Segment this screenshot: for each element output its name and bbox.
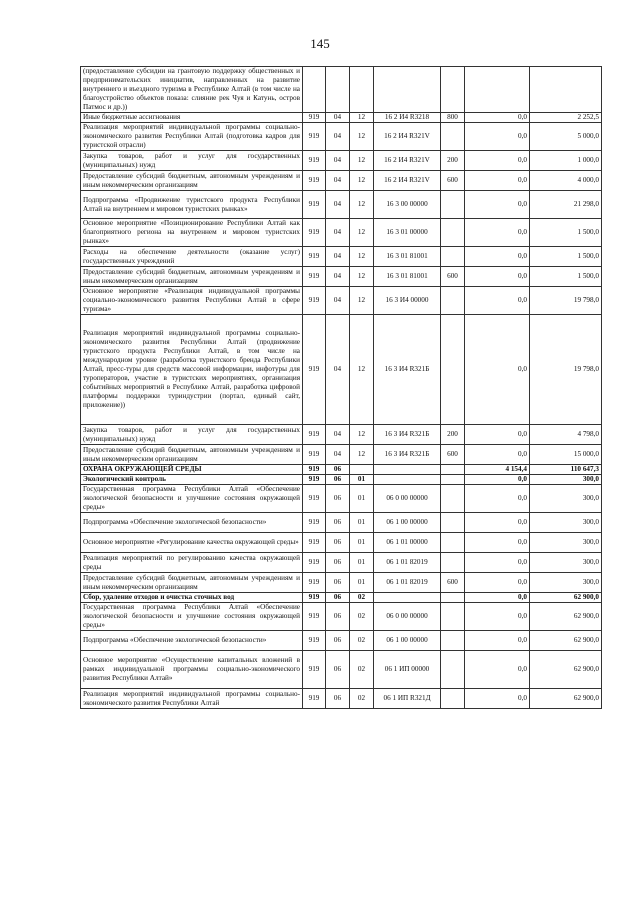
section-code: 04 [326, 445, 350, 465]
ministry-code: 919 [303, 247, 326, 267]
section-code: 06 [326, 631, 350, 651]
subsection-code: 02 [350, 631, 374, 651]
subsection-code: 12 [350, 445, 374, 465]
amount-col-2: 4 798,0 [530, 425, 602, 445]
target-article-code: 16 2 И4 R3218 [374, 113, 441, 123]
table-row [81, 287, 602, 315]
section-code: 06 [326, 513, 350, 533]
table-row [81, 593, 602, 603]
subsection-code: 02 [350, 593, 374, 603]
section-code: 04 [326, 113, 350, 123]
table-row [81, 533, 602, 553]
ministry-code: 919 [303, 465, 326, 475]
subsection-code: 01 [350, 485, 374, 513]
section-code: 04 [326, 123, 350, 151]
table-row [81, 267, 602, 287]
amount-col-1: 0,0 [465, 151, 530, 171]
amount-col-1: 0,0 [465, 631, 530, 651]
amount-col-2: 300,0 [530, 553, 602, 573]
subsection-code: 12 [350, 267, 374, 287]
target-article-code [374, 593, 441, 603]
amount-col-1: 0,0 [465, 513, 530, 533]
ministry-code [303, 67, 326, 113]
amount-col-1: 0,0 [465, 425, 530, 445]
target-article-code: 16 3 И4 00000 [374, 287, 441, 315]
table-row [81, 631, 602, 651]
amount-col-2: 1 500,0 [530, 247, 602, 267]
section-code: 06 [326, 533, 350, 553]
expense-type-code [441, 631, 465, 651]
table-row [81, 123, 602, 151]
row-name: Реализация мероприятий индивидуальной программы социально-экономического развития Республики Алтай [81, 689, 303, 709]
target-article-code: 16 2 И4 R321V [374, 123, 441, 151]
section-code: 04 [326, 267, 350, 287]
amount-col-1: 0,0 [465, 171, 530, 191]
amount-col-1: 0,0 [465, 485, 530, 513]
expense-type-code: 800 [441, 113, 465, 123]
target-article-code: 06 1 01 00000 [374, 533, 441, 553]
row-name: Подпрограмма «Продвижение туристского продукта Республики Алтай на внутреннем и мировом туристских рынках» [81, 191, 303, 219]
target-article-code: 16 3 И4 R321Б [374, 445, 441, 465]
amount-col-2 [530, 67, 602, 113]
section-code: 04 [326, 425, 350, 445]
expense-type-code [441, 689, 465, 709]
section-code: 06 [326, 475, 350, 485]
target-article-code: 16 2 И4 R321V [374, 171, 441, 191]
target-article-code: 06 1 01 82019 [374, 553, 441, 573]
amount-col-1: 0,0 [465, 553, 530, 573]
ministry-code: 919 [303, 425, 326, 445]
target-article-code: 06 1 ИП R321Д [374, 689, 441, 709]
target-article-code: 16 3 01 81001 [374, 267, 441, 287]
amount-col-2: 110 647,3 [530, 465, 602, 475]
target-article-code: 06 1 01 82019 [374, 573, 441, 593]
table-row [81, 113, 602, 123]
expense-type-code: 600 [441, 267, 465, 287]
target-article-code [374, 465, 441, 475]
amount-col-2: 4 000,0 [530, 171, 602, 191]
amount-col-1: 0,0 [465, 247, 530, 267]
expense-type-code [441, 315, 465, 425]
amount-col-2: 1 500,0 [530, 219, 602, 247]
amount-col-2: 62 900,0 [530, 689, 602, 709]
row-name: Иные бюджетные ассигнования [81, 113, 303, 123]
table-row [81, 485, 602, 513]
section-code: 04 [326, 151, 350, 171]
row-name: Основное мероприятие «Осуществление капитальных вложений в рамках индивидуальной программы социально-экономического развития Республики Алтай» [81, 651, 303, 689]
expense-type-code [441, 475, 465, 485]
subsection-code: 12 [350, 287, 374, 315]
expense-type-code [441, 553, 465, 573]
expense-type-code [441, 123, 465, 151]
table-row [81, 651, 602, 689]
row-name: Основное мероприятие «Регулирование качества окружающей среды» [81, 533, 303, 553]
subsection-code: 12 [350, 191, 374, 219]
amount-col-2: 1 500,0 [530, 267, 602, 287]
ministry-code: 919 [303, 513, 326, 533]
row-name: Экологический контроль [81, 475, 303, 485]
row-name: Предоставление субсидий бюджетным, автономным учреждениям и иным некоммерческим организациям [81, 267, 303, 287]
ministry-code: 919 [303, 533, 326, 553]
amount-col-1: 0,0 [465, 315, 530, 425]
expense-type-code: 200 [441, 425, 465, 445]
amount-col-2: 2 252,5 [530, 113, 602, 123]
amount-col-1: 0,0 [465, 475, 530, 485]
table-row [81, 191, 602, 219]
target-article-code: 16 3 И4 R321Б [374, 425, 441, 445]
expense-type-code: 200 [441, 151, 465, 171]
table-row [81, 151, 602, 171]
ministry-code: 919 [303, 485, 326, 513]
amount-col-2: 19 798,0 [530, 287, 602, 315]
row-name: Предоставление субсидий бюджетным, автономным учреждениям и иным некоммерческим организациям [81, 445, 303, 465]
table-row [81, 219, 602, 247]
ministry-code: 919 [303, 113, 326, 123]
subsection-code: 01 [350, 513, 374, 533]
table-row [81, 475, 602, 485]
amount-col-2: 15 000,0 [530, 445, 602, 465]
subsection-code: 02 [350, 689, 374, 709]
row-name: Предоставление субсидий бюджетным, автономным учреждениям и иным некоммерческим организациям [81, 573, 303, 593]
subsection-code [350, 67, 374, 113]
section-code: 04 [326, 287, 350, 315]
subsection-code: 12 [350, 171, 374, 191]
amount-col-1: 0,0 [465, 219, 530, 247]
subsection-code: 12 [350, 247, 374, 267]
subsection-code: 12 [350, 315, 374, 425]
budget-table [80, 66, 602, 709]
target-article-code: 16 3 01 00000 [374, 219, 441, 247]
amount-col-2: 300,0 [530, 573, 602, 593]
row-name: Закупка товаров, работ и услуг для государственных (муниципальных) нужд [81, 151, 303, 171]
amount-col-2: 62 900,0 [530, 631, 602, 651]
row-name: Реализация мероприятий индивидуальной программы социально-экономического развития Республики Алтай (продвижение туристского продукта Республики Алтай, в том числе на международном уровне (разработка туристского бренда Республики Алтай, пресс-туры для средств массовой информации, инфотуры для туроператоров, участие в туристских мероприятиях, организация событийных мероприятий в Республике Алтай, разработка цифровой платформы поддержки туриндустрии (портал, единый сайт, приложение)) [81, 315, 303, 425]
ministry-code: 919 [303, 315, 326, 425]
table-row [81, 603, 602, 631]
ministry-code: 919 [303, 689, 326, 709]
ministry-code: 919 [303, 151, 326, 171]
row-name: Подпрограмма «Обеспечение экологической безопасности» [81, 513, 303, 533]
expense-type-code [441, 485, 465, 513]
expense-type-code [441, 67, 465, 113]
subsection-code: 12 [350, 151, 374, 171]
section-code: 06 [326, 573, 350, 593]
table-row [81, 689, 602, 709]
ministry-code: 919 [303, 573, 326, 593]
table-row [81, 553, 602, 573]
amount-col-2: 300,0 [530, 533, 602, 553]
table-row [81, 573, 602, 593]
target-article-code: 16 3 00 00000 [374, 191, 441, 219]
row-name: Государственная программа Республики Алтай «Обеспечение экологической безопасности и улучшение состояния окружающей среды» [81, 485, 303, 513]
amount-col-1 [465, 67, 530, 113]
section-code: 06 [326, 651, 350, 689]
table-row [81, 247, 602, 267]
subsection-code: 01 [350, 533, 374, 553]
expense-type-code [441, 219, 465, 247]
amount-col-2: 300,0 [530, 475, 602, 485]
table-row [81, 425, 602, 445]
section-code: 04 [326, 191, 350, 219]
target-article-code: 16 3 01 81001 [374, 247, 441, 267]
ministry-code: 919 [303, 651, 326, 689]
expense-type-code [441, 191, 465, 219]
ministry-code: 919 [303, 603, 326, 631]
row-name: Закупка товаров, работ и услуг для государственных (муниципальных) нужд [81, 425, 303, 445]
amount-col-1: 4 154,4 [465, 465, 530, 475]
expense-type-code [441, 593, 465, 603]
target-article-code: 06 1 00 00000 [374, 513, 441, 533]
section-code: 06 [326, 465, 350, 475]
ministry-code: 919 [303, 593, 326, 603]
section-code: 06 [326, 593, 350, 603]
ministry-code: 919 [303, 553, 326, 573]
ministry-code: 919 [303, 123, 326, 151]
amount-col-1: 0,0 [465, 689, 530, 709]
amount-col-2: 300,0 [530, 513, 602, 533]
amount-col-2: 21 298,0 [530, 191, 602, 219]
amount-col-1: 0,0 [465, 533, 530, 553]
section-code: 04 [326, 171, 350, 191]
row-name: Реализация мероприятий по регулированию качества окружающей среды [81, 553, 303, 573]
target-article-code [374, 67, 441, 113]
expense-type-code [441, 513, 465, 533]
subsection-code: 01 [350, 553, 374, 573]
row-name: Основное мероприятие «Реализация индивидуальной программы социально-экономического развития Республики Алтай в сфере туризма» [81, 287, 303, 315]
amount-col-2: 62 900,0 [530, 651, 602, 689]
subsection-code: 02 [350, 651, 374, 689]
target-article-code: 16 3 И4 R321Б [374, 315, 441, 425]
row-name: Сбор, удаление отходов и очистка сточных вод [81, 593, 303, 603]
section-code: 06 [326, 485, 350, 513]
target-article-code: 16 2 И4 R321V [374, 151, 441, 171]
table-row [81, 445, 602, 465]
amount-col-1: 0,0 [465, 191, 530, 219]
subsection-code: 12 [350, 425, 374, 445]
target-article-code: 06 0 00 00000 [374, 603, 441, 631]
target-article-code: 06 0 00 00000 [374, 485, 441, 513]
subsection-code: 12 [350, 123, 374, 151]
section-code: 06 [326, 553, 350, 573]
expense-type-code: 600 [441, 573, 465, 593]
amount-col-2: 62 900,0 [530, 593, 602, 603]
row-name: Подпрограмма «Обеспечение экологической безопасности» [81, 631, 303, 651]
ministry-code: 919 [303, 219, 326, 247]
table-row [81, 67, 602, 113]
amount-col-2: 300,0 [530, 485, 602, 513]
amount-col-1: 0,0 [465, 113, 530, 123]
amount-col-1: 0,0 [465, 445, 530, 465]
row-name: Расходы на обеспечение деятельности (оказание услуг) государственных учреждений [81, 247, 303, 267]
expense-type-code [441, 287, 465, 315]
amount-col-1: 0,0 [465, 603, 530, 631]
table-row [81, 465, 602, 475]
ministry-code: 919 [303, 287, 326, 315]
amount-col-2: 19 798,0 [530, 315, 602, 425]
row-name: (предоставление субсидии на грантовую поддержку общественных и предпринимательских инициатив, направленных на развитие внутреннего и въездного туризма в Республике Алтай (в том числе на благоустройство объектов показа: слияние рек Чуя и Катунь, остров Патмос и др.)) [81, 67, 303, 113]
amount-col-2: 62 900,0 [530, 603, 602, 631]
table-row [81, 513, 602, 533]
amount-col-1: 0,0 [465, 573, 530, 593]
subsection-code: 01 [350, 573, 374, 593]
target-article-code [374, 475, 441, 485]
amount-col-1: 0,0 [465, 267, 530, 287]
expense-type-code: 600 [441, 171, 465, 191]
row-name: Предоставление субсидий бюджетным, автономным учреждениям и иным некоммерческим организациям [81, 171, 303, 191]
section-code: 04 [326, 247, 350, 267]
ministry-code: 919 [303, 171, 326, 191]
expense-type-code: 600 [441, 445, 465, 465]
table-row [81, 315, 602, 425]
expense-type-code [441, 533, 465, 553]
ministry-code: 919 [303, 475, 326, 485]
table-row [81, 171, 602, 191]
section-code: 06 [326, 689, 350, 709]
ministry-code: 919 [303, 631, 326, 651]
amount-col-1: 0,0 [465, 651, 530, 689]
amount-col-1: 0,0 [465, 123, 530, 151]
section-code: 04 [326, 315, 350, 425]
amount-col-2: 5 000,0 [530, 123, 602, 151]
amount-col-1: 0,0 [465, 593, 530, 603]
target-article-code: 06 1 ИП 00000 [374, 651, 441, 689]
subsection-code: 02 [350, 603, 374, 631]
subsection-code: 01 [350, 475, 374, 485]
subsection-code: 12 [350, 113, 374, 123]
ministry-code: 919 [303, 445, 326, 465]
expense-type-code [441, 603, 465, 631]
section-code: 04 [326, 219, 350, 247]
subsection-code [350, 465, 374, 475]
subsection-code: 12 [350, 219, 374, 247]
ministry-code: 919 [303, 191, 326, 219]
ministry-code: 919 [303, 267, 326, 287]
section-code [326, 67, 350, 113]
target-article-code: 06 1 00 00000 [374, 631, 441, 651]
expense-type-code [441, 651, 465, 689]
row-name: Основное мероприятие «Позиционирование Республики Алтай как благоприятного региона на внутреннем и мировом туристских рынках» [81, 219, 303, 247]
expense-type-code [441, 247, 465, 267]
amount-col-1: 0,0 [465, 287, 530, 315]
expense-type-code [441, 465, 465, 475]
row-name: Реализация мероприятий индивидуальной программы социально-экономического развития Республики Алтай (подготовка кадров для туристской отрасли) [81, 123, 303, 151]
amount-col-2: 1 000,0 [530, 151, 602, 171]
row-name: Государственная программа Республики Алтай «Обеспечение экологической безопасности и улучшение состояния окружающей среды» [81, 603, 303, 631]
section-code: 06 [326, 603, 350, 631]
table-body [81, 67, 602, 709]
page-number: 145 [310, 36, 330, 51]
row-name: ОХРАНА ОКРУЖАЮЩЕЙ СРЕДЫ [81, 465, 303, 475]
